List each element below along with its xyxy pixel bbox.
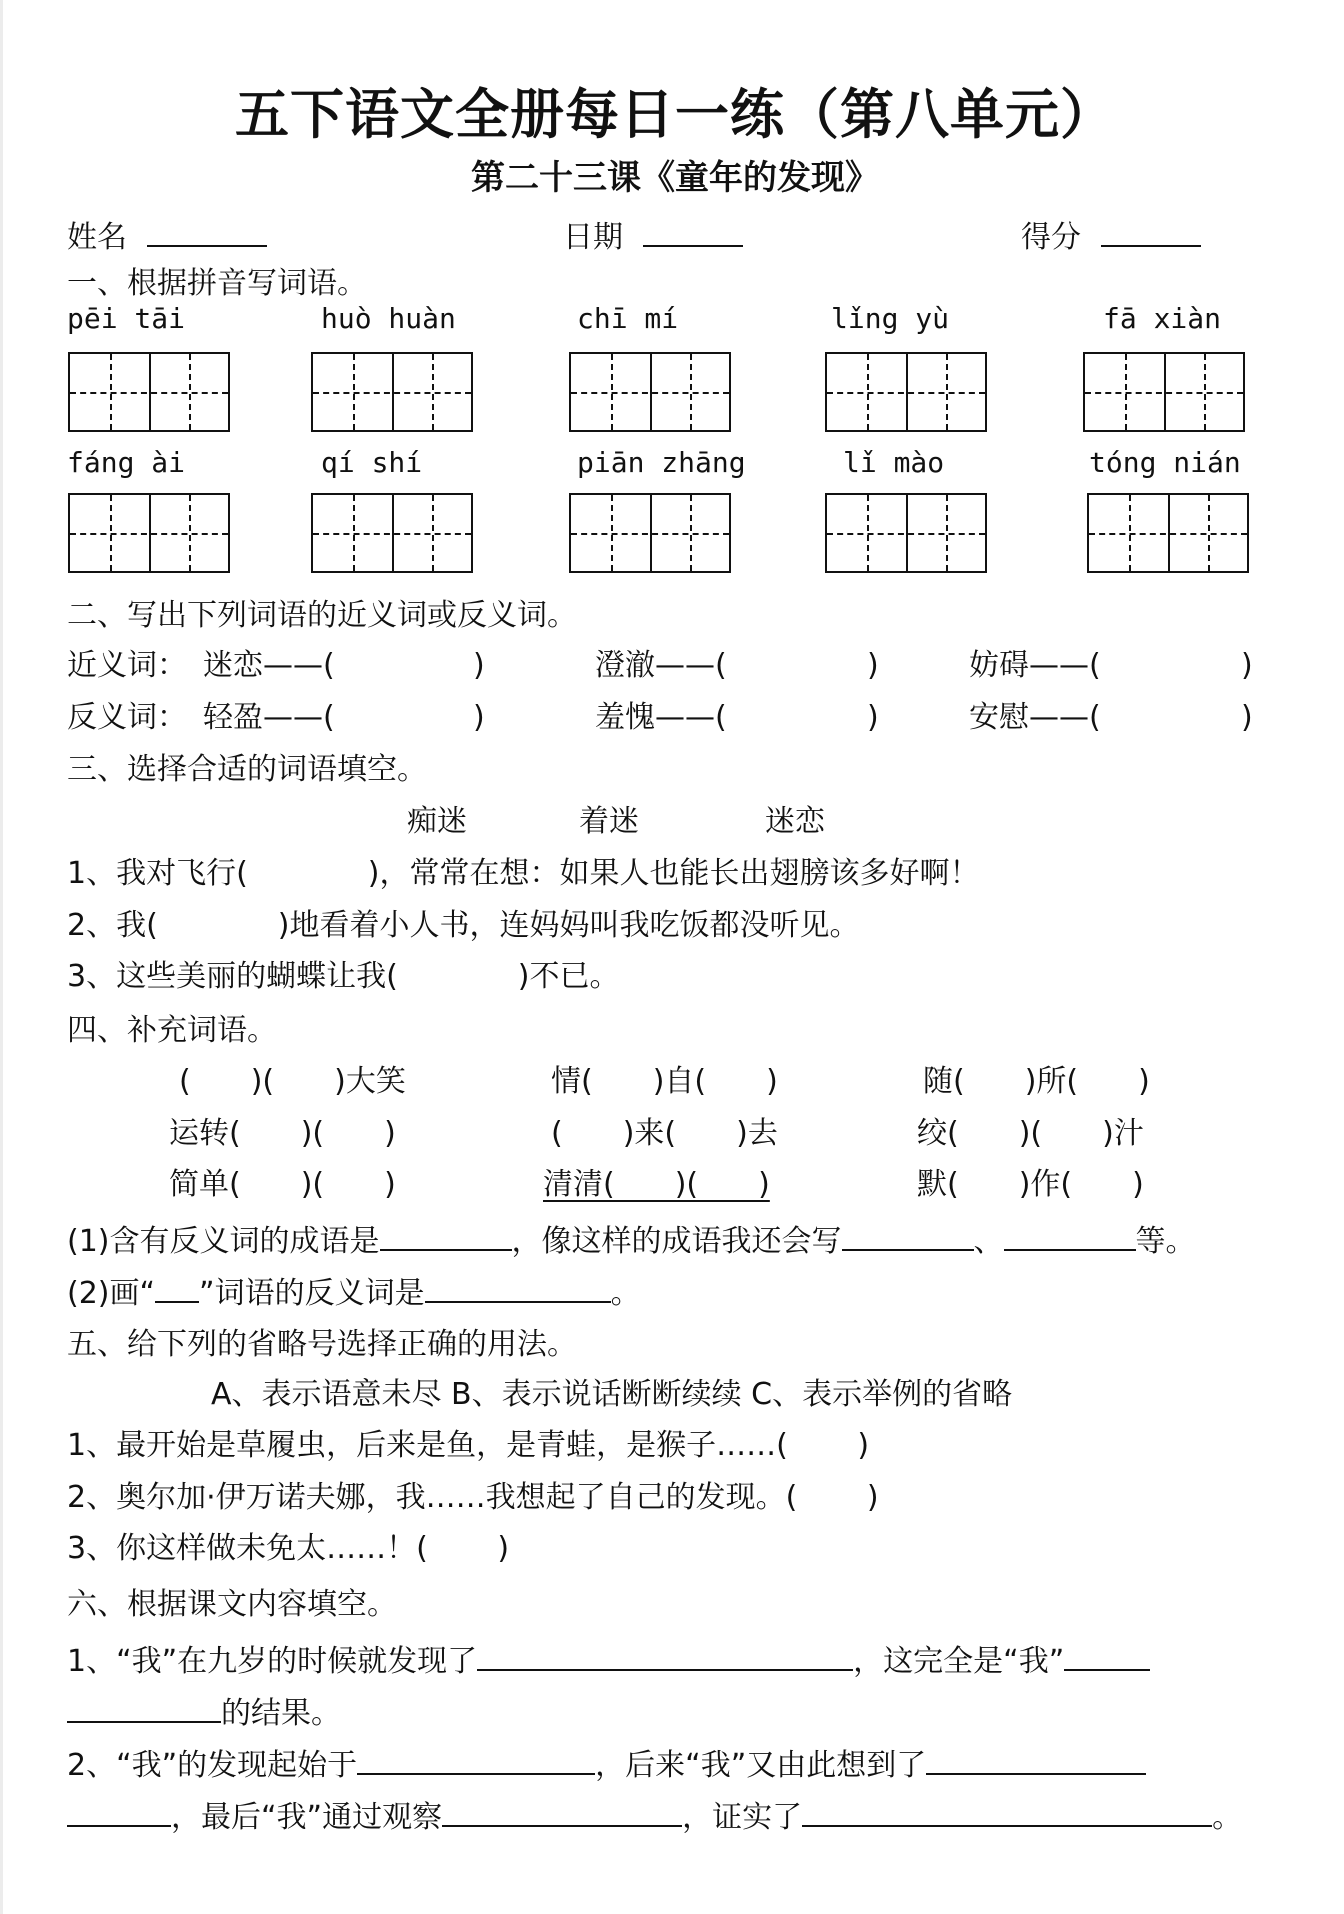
- lesson-subtitle: 第二十三课《童年的发现》: [471, 158, 879, 198]
- date-field[interactable]: [563, 215, 743, 258]
- fill-sentence-2: [67, 906, 860, 946]
- pinyin-label: huò huàn: [321, 302, 456, 335]
- question-text: ，像这样的成语我还会写: [511, 1224, 842, 1259]
- pinyin-label: chī mí: [577, 302, 679, 335]
- idiom-item[interactable]: 情( )自( ): [551, 1064, 778, 1099]
- answer-paren-close[interactable]: ): [867, 700, 879, 735]
- antonym-item: 轻盈——(: [203, 700, 335, 735]
- name-label: 姓名: [67, 220, 127, 255]
- answer-blank[interactable]: [1004, 1219, 1136, 1251]
- answer-blank[interactable]: [357, 1743, 595, 1775]
- answer-blank[interactable]: [380, 1219, 512, 1251]
- idiom-item[interactable]: ( )来( )去: [551, 1116, 778, 1151]
- question-text: 。: [610, 1276, 641, 1311]
- answer-blank[interactable]: [842, 1219, 974, 1251]
- pinyin-label: lǐng yù: [831, 302, 950, 335]
- idiom-item[interactable]: 绞( )( )汁: [917, 1116, 1144, 1151]
- name-blank[interactable]: [147, 215, 267, 247]
- answer-blank[interactable]: [442, 1795, 682, 1827]
- section5-heading: 五、给下列的省略号选择正确的用法。: [67, 1327, 577, 1362]
- question-text: 、: [973, 1224, 1004, 1259]
- antonym-item: 羞愧——(: [595, 700, 727, 735]
- date-blank[interactable]: [643, 215, 743, 247]
- answer-blank[interactable]: [425, 1271, 611, 1303]
- sentence-after: )地看着小人书，连妈妈叫我吃饭都没听见。: [277, 908, 860, 943]
- answer-blank[interactable]: [802, 1795, 1212, 1827]
- sentence-before: 2、我(: [67, 908, 158, 943]
- sentence-after: )不已。: [517, 959, 620, 994]
- name-field[interactable]: [67, 215, 267, 258]
- question-text: ，这完全是“我”: [853, 1644, 1065, 1679]
- section4-heading: 四、补充词语。: [67, 1013, 277, 1048]
- synonym-label: 近义词：: [67, 648, 187, 683]
- pinyin-label: lǐ mào: [843, 446, 945, 479]
- section3-heading: 三、选择合适的词语填空。: [67, 752, 427, 787]
- question-text: 1、“我”在九岁的时候就发现了: [67, 1644, 478, 1679]
- synonym-item: 澄澈——(: [595, 648, 727, 683]
- word-bank-item: 痴迷: [407, 804, 467, 839]
- answer-blank[interactable]: [477, 1639, 853, 1671]
- pinyin-label: tóng nián: [1089, 446, 1241, 479]
- sentence-after: )，常常在想：如果人也能长出翅膀该多好啊！: [367, 856, 980, 891]
- writing-grid[interactable]: [68, 352, 230, 432]
- idiom-item-underlined[interactable]: 清清( )( ): [543, 1167, 770, 1202]
- fill-sentence-1: [67, 854, 980, 894]
- writing-grid[interactable]: [569, 352, 731, 432]
- writing-grid[interactable]: [1083, 352, 1245, 432]
- answer-blank[interactable]: [1064, 1639, 1150, 1671]
- answer-blank[interactable]: [67, 1691, 221, 1723]
- question-text: 2、“我”的发现起始于: [67, 1748, 358, 1783]
- answer-blank[interactable]: [926, 1743, 1146, 1775]
- word-bank-item: 着迷: [579, 804, 639, 839]
- writing-grid[interactable]: [825, 493, 987, 573]
- writing-grid[interactable]: [311, 352, 473, 432]
- ellipsis-item[interactable]: 3、你这样做未免太……！( ): [67, 1531, 510, 1566]
- writing-grid[interactable]: [311, 493, 473, 573]
- word-bank-item: 迷恋: [765, 804, 825, 839]
- pinyin-label: fā xiàn: [1103, 302, 1222, 335]
- pinyin-label: piān zhāng: [577, 446, 746, 479]
- question-text: (2)画“: [67, 1276, 156, 1311]
- pinyin-label: fáng ài: [67, 446, 186, 479]
- question-text: 的结果。: [221, 1696, 341, 1731]
- underline-marker: [155, 1275, 199, 1303]
- antonym-item: 安慰——(: [969, 700, 1101, 735]
- ellipsis-options: A、表示语意未尽 B、表示说话断断续续 C、表示举例的省略: [211, 1377, 1013, 1412]
- content-question-2: [67, 1743, 1146, 1786]
- sentence-before: 1、我对飞行(: [67, 856, 248, 891]
- sentence-before: 3、这些美丽的蝴蝶让我(: [67, 959, 398, 994]
- section6-heading: 六、根据课文内容填空。: [67, 1587, 397, 1622]
- question-text: ，最后“我”通过观察: [171, 1800, 443, 1835]
- answer-paren-close[interactable]: ): [1241, 700, 1253, 735]
- fill-sentence-3: [67, 957, 620, 997]
- writing-grid[interactable]: [1087, 493, 1249, 573]
- pinyin-label: pēi tāi: [67, 302, 186, 335]
- answer-paren-close[interactable]: ): [473, 700, 485, 735]
- synonym-item: 迷恋——(: [203, 648, 335, 683]
- idiom-item[interactable]: 默( )作( ): [917, 1167, 1144, 1202]
- pinyin-label: qí shí: [321, 446, 423, 479]
- ellipsis-item[interactable]: 1、最开始是草履虫，后来是鱼，是青蛙，是猴子……( ): [67, 1428, 870, 1463]
- synonym-item: 妨碍——(: [969, 648, 1101, 683]
- question-text: ”词语的反义词是: [199, 1276, 425, 1311]
- date-label: 日期: [563, 220, 623, 255]
- content-question-2-cont: [67, 1795, 1242, 1838]
- content-question-1-cont: [67, 1691, 341, 1734]
- score-field[interactable]: [1021, 215, 1201, 258]
- question-text: 。: [1212, 1800, 1243, 1835]
- answer-blank[interactable]: [67, 1795, 171, 1827]
- section2-heading: 二、写出下列词语的近义词或反义词。: [67, 598, 577, 633]
- question-text: (1)含有反义词的成语是: [67, 1224, 380, 1259]
- answer-paren-close[interactable]: ): [1241, 648, 1253, 683]
- ellipsis-item[interactable]: 2、奥尔加·伊万诺夫娜，我……我想起了自己的发现。( ): [67, 1480, 879, 1515]
- antonym-label: 反义词：: [67, 700, 187, 735]
- idiom-question-1: [67, 1219, 1196, 1262]
- idiom-question-2: [67, 1271, 641, 1314]
- writing-grid[interactable]: [825, 352, 987, 432]
- answer-paren-close[interactable]: ): [867, 648, 879, 683]
- question-text: 等。: [1135, 1224, 1196, 1259]
- content-question-1: [67, 1639, 1150, 1682]
- section1-heading: 一、根据拼音写词语。: [67, 266, 367, 301]
- idiom-item[interactable]: 随( )所( ): [923, 1064, 1150, 1099]
- score-blank[interactable]: [1101, 215, 1201, 247]
- idiom-item[interactable]: ( )( )大笑: [179, 1064, 406, 1099]
- idiom-item[interactable]: 运转( )( ): [169, 1116, 396, 1151]
- question-text: ，后来“我”又由此想到了: [595, 1748, 927, 1783]
- question-text: ，证实了: [682, 1800, 803, 1835]
- writing-grid[interactable]: [569, 493, 731, 573]
- score-label: 得分: [1021, 220, 1081, 255]
- answer-paren-close[interactable]: ): [473, 648, 485, 683]
- writing-grid[interactable]: [68, 493, 230, 573]
- page-title: 五下语文全册每日一练（第八单元）: [235, 83, 1115, 146]
- idiom-item[interactable]: 简单( )( ): [169, 1167, 396, 1202]
